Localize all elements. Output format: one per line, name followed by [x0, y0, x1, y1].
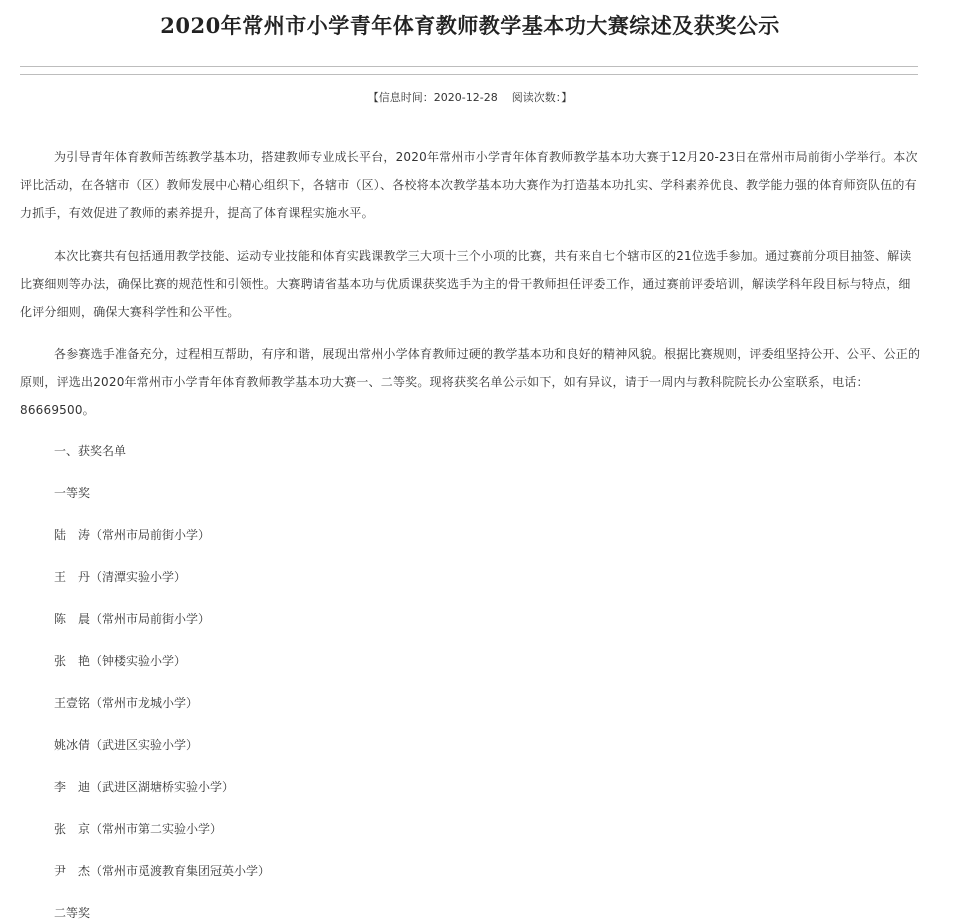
winner-item: 王 丹（清潭实验小学） [54, 570, 187, 584]
winner-item: 姚冰倩（武进区实验小学） [54, 738, 199, 752]
meta-date: 2020-12-28 [433, 91, 498, 104]
winner-item: 陆 涛（常州市局前街小学） [54, 528, 211, 542]
paragraph-competition: 本次比赛共有包括通用教学技能、运动专业技能和体育实践课教学三大项十三个小项的比赛，共有来自七个辖市区的21位选手参加。通过赛前分项目抽签、解读比赛细则等办法，确保比赛的规范性和引领性。大赛聘请省基本功与优质课获奖选手为主的骨干教师担任评委工作，通过赛前评委培训，解读学科年段目标与特点，细化评分细则，确保大赛科学性和公平性。 [20, 249, 912, 319]
list-heading: 一、获奖名单 [54, 444, 127, 458]
meta-reads-label: 阅读次数： [511, 91, 562, 104]
title-divider-top [20, 66, 918, 67]
article-meta [0, 88, 940, 108]
paragraph-intro: 为引导青年体育教师苦练教学基本功，搭建教师专业成长平台，2020年常州市小学青年体育教师教学基本功大赛于12月20-23日在常州市局前街小学举行。本次评比活动，在各辖市（区）教师发展中心精心组织下，各辖市（区）、各校将本次教学基本功大赛作为打造基本功扎实、学科素养优良、教学能力强的体育师资队伍的有力抓手，有效促进了教师的素养提升，提高了体育课程实施水平。 [20, 150, 918, 220]
first-prize-label: 一等奖 [54, 486, 91, 500]
winner-item: 张 艳（钟楼实验小学） [54, 654, 187, 668]
meta-open-bracket: 【 [367, 91, 379, 104]
article-title: 2020年常州市小学青年体育教师教学基本功大赛综述及获奖公示 [160, 13, 780, 38]
winner-item: 尹 杰（常州市觅渡教育集团冠英小学） [54, 864, 271, 878]
winner-item: 陈 晨（常州市局前街小学） [54, 612, 211, 626]
paragraph-results: 各参赛选手准备充分，过程相互帮助，有序和谐，展现出常州小学体育教师过硬的教学基本功和良好的精神风貌。根据比赛规则，评委组坚持公开、公平、公正的原则，评选出2020年常州市小学青年体育教师教学基本功大赛一、二等奖。现将获奖名单公示如下，如有异议，请于一周内与教科院院长办公室联系，电话：86669500。 [20, 347, 921, 417]
meta-close-bracket: 】 [561, 91, 573, 104]
meta-date-label: 信息时间： [378, 91, 434, 104]
second-prize-label: 二等奖 [54, 906, 91, 920]
winner-item: 张 京（常州市第二实验小学） [54, 822, 223, 836]
winner-item: 李 迪（武进区湖塘桥实验小学） [54, 780, 235, 794]
winner-item: 王壹铭（常州市龙城小学） [54, 696, 199, 710]
title-divider-bottom [20, 74, 918, 75]
